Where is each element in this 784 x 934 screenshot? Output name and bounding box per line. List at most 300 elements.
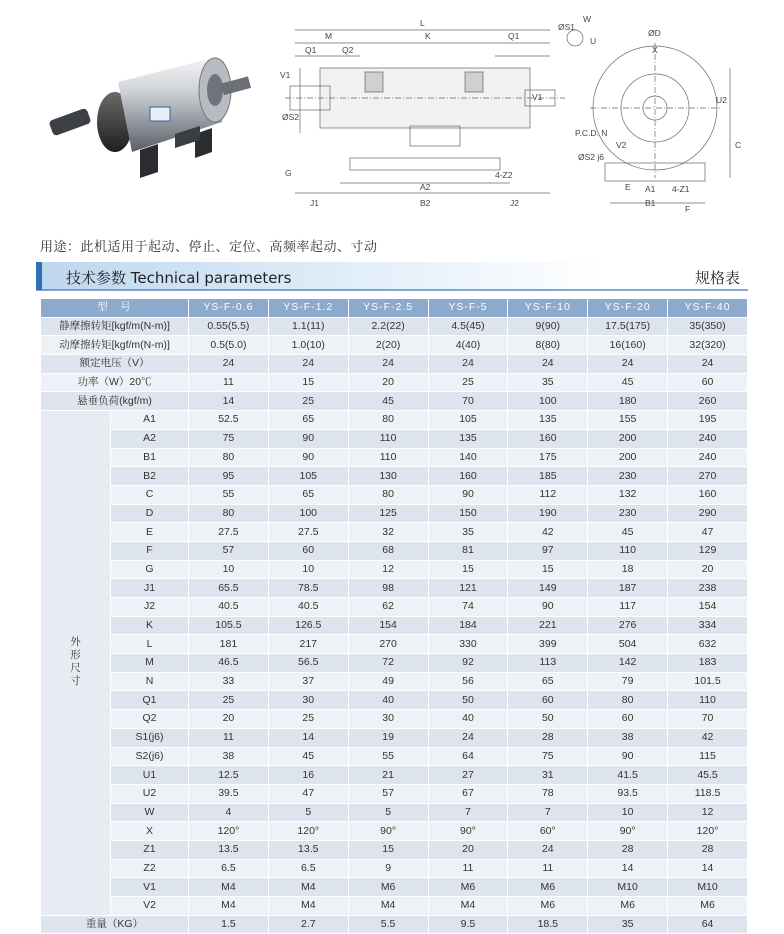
- table-cell: 140: [428, 448, 508, 467]
- table-cell: M6: [348, 878, 428, 897]
- table-row: [41, 560, 748, 579]
- dim-label-B1: B1: [645, 198, 656, 208]
- table-cell: 5.5: [348, 915, 428, 934]
- table-cell: 97: [508, 541, 588, 560]
- table-row: [41, 803, 748, 822]
- table-cell: 72: [348, 654, 428, 673]
- table-cell: 52.5: [189, 411, 269, 430]
- row-label: U1: [111, 766, 189, 785]
- table-cell: 15: [348, 840, 428, 859]
- table-cell: 184: [428, 616, 508, 635]
- table-cell: 75: [508, 747, 588, 766]
- dim-label-Q2: Q2: [342, 45, 354, 55]
- table-cell: 27.5: [189, 523, 269, 542]
- table-cell: M4: [348, 897, 428, 916]
- table-cell: 154: [348, 616, 428, 635]
- table-cell: 24: [508, 355, 588, 374]
- table-cell: 10: [189, 560, 269, 579]
- table-cell: 78: [508, 784, 588, 803]
- table-cell: 60: [668, 373, 748, 392]
- table-cell: 24: [428, 355, 508, 374]
- dim-label-U2: U2: [716, 95, 727, 105]
- table-cell: 40: [348, 691, 428, 710]
- table-row: [41, 840, 748, 859]
- table-cell: 112: [508, 485, 588, 504]
- table-cell: 20: [189, 710, 269, 729]
- table-cell: 7: [508, 803, 588, 822]
- table-cell: 0.55(5.5): [189, 317, 269, 336]
- table-cell: 21: [348, 766, 428, 785]
- dim-label-A2: A2: [420, 182, 431, 192]
- table-cell: 24: [268, 355, 348, 374]
- table-row: [41, 897, 748, 916]
- table-cell: 1.1(11): [268, 317, 348, 336]
- table-cell: 15: [268, 373, 348, 392]
- dim-label-M: M: [325, 31, 333, 41]
- table-cell: 80: [348, 485, 428, 504]
- table-cell: 105: [268, 467, 348, 486]
- table-cell: 68: [348, 541, 428, 560]
- table-cell: M10: [588, 878, 668, 897]
- table-cell: 185: [508, 467, 588, 486]
- table-cell: 11: [189, 373, 269, 392]
- table-cell: 135: [508, 411, 588, 430]
- table-cell: 40: [428, 710, 508, 729]
- table-cell: 195: [668, 411, 748, 430]
- dim-label-Q1-right: Q1: [508, 31, 520, 41]
- table-cell: 330: [428, 635, 508, 654]
- table-cell: 270: [348, 635, 428, 654]
- table-cell: 67: [428, 784, 508, 803]
- table-cell: 31: [508, 766, 588, 785]
- dim-label-E: E: [625, 182, 631, 192]
- table-cell: 92: [428, 654, 508, 673]
- table-cell: 35: [428, 523, 508, 542]
- table-cell: 190: [508, 504, 588, 523]
- dim-label-PCD: P.C.D. N: [575, 128, 608, 138]
- table-cell: 32: [348, 523, 428, 542]
- dim-label-K: K: [425, 31, 431, 41]
- table-cell: 39.5: [189, 784, 269, 803]
- table-cell: 18: [588, 560, 668, 579]
- table-cell: M4: [428, 897, 508, 916]
- table-cell: 75: [189, 429, 269, 448]
- table-cell: 60: [588, 710, 668, 729]
- row-label: Q1: [111, 691, 189, 710]
- table-cell: 56.5: [268, 654, 348, 673]
- table-cell: 8(80): [508, 336, 588, 355]
- table-cell: 4(40): [428, 336, 508, 355]
- table-cell: 45: [348, 392, 428, 411]
- table-cell: 42: [508, 523, 588, 542]
- table-cell: 115: [668, 747, 748, 766]
- table-cell: 260: [668, 392, 748, 411]
- table-row: [41, 392, 748, 411]
- table-cell: 90: [268, 448, 348, 467]
- row-label: A2: [111, 429, 189, 448]
- table-cell: 20: [668, 560, 748, 579]
- table-cell: 80: [189, 504, 269, 523]
- table-cell: 5: [348, 803, 428, 822]
- table-cell: 238: [668, 579, 748, 598]
- table-row: [41, 485, 748, 504]
- table-cell: 120°: [668, 822, 748, 841]
- row-label: G: [111, 560, 189, 579]
- table-row: [41, 878, 748, 897]
- table-cell: 187: [588, 579, 668, 598]
- table-cell: 55: [348, 747, 428, 766]
- table-cell: 5: [268, 803, 348, 822]
- table-cell: 101.5: [668, 672, 748, 691]
- table-cell: 35: [508, 373, 588, 392]
- table-cell: 221: [508, 616, 588, 635]
- table-cell: 25: [428, 373, 508, 392]
- dim-label-F: F: [685, 204, 691, 213]
- table-cell: 10: [268, 560, 348, 579]
- table-cell: 217: [268, 635, 348, 654]
- header-model: YS-F-20: [588, 299, 668, 318]
- table-cell: 60: [508, 691, 588, 710]
- table-cell: 19: [348, 728, 428, 747]
- dim-label-S2: ØS2: [282, 112, 300, 122]
- table-cell: 65: [508, 672, 588, 691]
- table-row: [41, 429, 748, 448]
- dim-label-V1-right: V1: [532, 92, 543, 102]
- table-cell: 13.5: [268, 840, 348, 859]
- header-model: YS-F-10: [508, 299, 588, 318]
- row-label: L: [111, 635, 189, 654]
- table-cell: 25: [189, 691, 269, 710]
- row-label: V1: [111, 878, 189, 897]
- table-cell: 74: [428, 598, 508, 617]
- banner-spec-label: 规格表: [694, 269, 740, 287]
- row-label: D: [111, 504, 189, 523]
- table-cell: 65.5: [189, 579, 269, 598]
- table-cell: 28: [588, 840, 668, 859]
- table-cell: 20: [348, 373, 428, 392]
- table-row: [41, 784, 748, 803]
- table-cell: M4: [268, 878, 348, 897]
- table-cell: 632: [668, 635, 748, 654]
- table-cell: M6: [428, 878, 508, 897]
- table-cell: 14: [189, 392, 269, 411]
- table-row: [41, 523, 748, 542]
- table-cell: 80: [588, 691, 668, 710]
- table-cell: 78.5: [268, 579, 348, 598]
- dim-label-Q1: Q1: [305, 45, 317, 55]
- table-cell: 230: [588, 467, 668, 486]
- table-cell: 113: [508, 654, 588, 673]
- table-cell: M6: [508, 897, 588, 916]
- table-cell: 65: [268, 411, 348, 430]
- table-cell: 56: [428, 672, 508, 691]
- row-label: 额定电压（V）: [41, 355, 189, 374]
- table-cell: 27.5: [268, 523, 348, 542]
- table-cell: 160: [428, 467, 508, 486]
- dim-label-U: U: [590, 36, 597, 46]
- table-cell: 90: [428, 485, 508, 504]
- table-cell: 110: [588, 541, 668, 560]
- table-row: [41, 915, 748, 934]
- table-cell: 79: [588, 672, 668, 691]
- row-label: S1(j6): [111, 728, 189, 747]
- table-cell: 334: [668, 616, 748, 635]
- table-cell: 118.5: [668, 784, 748, 803]
- dim-label-Z1: 4-Z1: [672, 184, 690, 194]
- table-cell: 110: [348, 448, 428, 467]
- table-cell: 24: [428, 728, 508, 747]
- table-cell: 154: [668, 598, 748, 617]
- table-cell: 149: [508, 579, 588, 598]
- table-row: [41, 579, 748, 598]
- row-label: Z1: [111, 840, 189, 859]
- table-cell: 11: [508, 859, 588, 878]
- table-cell: 9.5: [428, 915, 508, 934]
- row-label: A1: [111, 411, 189, 430]
- table-cell: 150: [428, 504, 508, 523]
- table-header-row: [41, 299, 748, 318]
- table-cell: 240: [668, 429, 748, 448]
- table-cell: 270: [668, 467, 748, 486]
- table-cell: 27: [428, 766, 508, 785]
- dim-label-C: C: [735, 140, 742, 150]
- table-cell: 62: [348, 598, 428, 617]
- table-cell: 290: [668, 504, 748, 523]
- header-model: YS-F-0.6: [189, 299, 269, 318]
- table-cell: 230: [588, 504, 668, 523]
- table-cell: 2.7: [268, 915, 348, 934]
- row-label: C: [111, 485, 189, 504]
- table-cell: 135: [428, 429, 508, 448]
- table-cell: 17.5(175): [588, 317, 668, 336]
- table-cell: 57: [189, 541, 269, 560]
- table-cell: 110: [348, 429, 428, 448]
- row-label: Z2: [111, 859, 189, 878]
- dim-label-B2: B2: [420, 198, 431, 208]
- row-label: J2: [111, 598, 189, 617]
- table-cell: 110: [668, 691, 748, 710]
- table-cell: 45.5: [668, 766, 748, 785]
- table-cell: 80: [348, 411, 428, 430]
- row-label: W: [111, 803, 189, 822]
- table-cell: 24: [189, 355, 269, 374]
- table-cell: 12: [668, 803, 748, 822]
- table-cell: 90°: [588, 822, 668, 841]
- row-label: K: [111, 616, 189, 635]
- table-cell: 183: [668, 654, 748, 673]
- table-cell: 30: [348, 710, 428, 729]
- table-cell: 180: [588, 392, 668, 411]
- table-cell: 93.5: [588, 784, 668, 803]
- dim-label-S1: ØS1: [558, 22, 576, 32]
- table-cell: 100: [268, 504, 348, 523]
- table-cell: 16(160): [588, 336, 668, 355]
- table-cell: 240: [668, 448, 748, 467]
- table-cell: 60°: [508, 822, 588, 841]
- table-cell: M6: [508, 878, 588, 897]
- table-cell: 6.5: [189, 859, 269, 878]
- table-cell: M4: [189, 897, 269, 916]
- table-cell: 24: [668, 355, 748, 374]
- technical-parameters-table: [40, 298, 748, 934]
- table-cell: 95: [189, 467, 269, 486]
- table-row: [41, 504, 748, 523]
- table-cell: 40.5: [189, 598, 269, 617]
- table-cell: 120°: [268, 822, 348, 841]
- table-cell: 129: [668, 541, 748, 560]
- table-cell: 90: [268, 429, 348, 448]
- table-row: [41, 766, 748, 785]
- table-cell: 98: [348, 579, 428, 598]
- table-cell: 16: [268, 766, 348, 785]
- table-cell: 10: [588, 803, 668, 822]
- table-cell: 37: [268, 672, 348, 691]
- table-cell: 105.5: [189, 616, 269, 635]
- table-cell: 50: [508, 710, 588, 729]
- table-cell: 2.2(22): [348, 317, 428, 336]
- table-cell: 81: [428, 541, 508, 560]
- table-cell: 12: [348, 560, 428, 579]
- table-cell: 45: [268, 747, 348, 766]
- table-cell: 130: [348, 467, 428, 486]
- table-cell: 24: [588, 355, 668, 374]
- table-cell: 14: [668, 859, 748, 878]
- dim-label-L: L: [420, 18, 425, 28]
- dim-label-A1: A1: [645, 184, 656, 194]
- usage-text: 用途：此机适用于起动、停止、定位、高频率起动、寸动: [40, 240, 378, 255]
- row-label: B2: [111, 467, 189, 486]
- table-row: [41, 747, 748, 766]
- table-cell: 64: [428, 747, 508, 766]
- table-cell: 80: [189, 448, 269, 467]
- table-cell: 132: [588, 485, 668, 504]
- dim-label-V2: V2: [616, 140, 627, 150]
- table-row: [41, 859, 748, 878]
- table-cell: 6.5: [268, 859, 348, 878]
- header-model: YS-F-5: [428, 299, 508, 318]
- table-cell: 15: [428, 560, 508, 579]
- table-cell: 155: [588, 411, 668, 430]
- table-cell: 105: [428, 411, 508, 430]
- table-cell: 33: [189, 672, 269, 691]
- table-cell: M6: [668, 897, 748, 916]
- table-cell: 200: [588, 429, 668, 448]
- table-cell: 117: [588, 598, 668, 617]
- table-cell: 64: [668, 915, 748, 934]
- table-cell: 20: [428, 840, 508, 859]
- table-cell: 120°: [189, 822, 269, 841]
- dim-label-G: G: [285, 168, 292, 178]
- table-row: [41, 691, 748, 710]
- table-cell: 175: [508, 448, 588, 467]
- row-label: F: [111, 541, 189, 560]
- dim-label-S2j6: ØS2 j6: [578, 152, 604, 162]
- table-cell: 11: [428, 859, 508, 878]
- table-cell: 12.5: [189, 766, 269, 785]
- table-cell: 45: [588, 523, 668, 542]
- table-cell: 9(90): [508, 317, 588, 336]
- table-cell: 28: [508, 728, 588, 747]
- dimension-drawing: [280, 8, 750, 213]
- table-cell: 35: [588, 915, 668, 934]
- table-cell: 13.5: [189, 840, 269, 859]
- table-cell: 25: [268, 710, 348, 729]
- table-cell: 55: [189, 485, 269, 504]
- table-cell: 50: [428, 691, 508, 710]
- dim-label-W: W: [583, 14, 592, 24]
- header-model-label: 型 号: [41, 299, 189, 318]
- table-cell: 2(20): [348, 336, 428, 355]
- banner-underline: [36, 289, 748, 291]
- table-cell: M4: [189, 878, 269, 897]
- table-cell: 45: [588, 373, 668, 392]
- table-cell: 40.5: [268, 598, 348, 617]
- dim-label-J1: J1: [310, 198, 319, 208]
- table-row: [41, 672, 748, 691]
- section-banner: [36, 262, 748, 290]
- table-row: [41, 616, 748, 635]
- table-cell: 125: [348, 504, 428, 523]
- row-label: 重量（KG）: [41, 915, 189, 934]
- table-row: [41, 728, 748, 747]
- row-label: 悬垂负荷(kgf/m): [41, 392, 189, 411]
- table-cell: 121: [428, 579, 508, 598]
- row-label: X: [111, 822, 189, 841]
- row-label: M: [111, 654, 189, 673]
- table-cell: 38: [189, 747, 269, 766]
- table-cell: 30: [268, 691, 348, 710]
- table-row: [41, 317, 748, 336]
- table-cell: 276: [588, 616, 668, 635]
- table-cell: 7: [428, 803, 508, 822]
- table-cell: 24: [348, 355, 428, 374]
- product-photo: [40, 22, 260, 192]
- row-label: N: [111, 672, 189, 691]
- table-row: [41, 448, 748, 467]
- table-cell: 11: [189, 728, 269, 747]
- table-row: [41, 654, 748, 673]
- dim-label-D: ØD: [648, 28, 661, 38]
- table-cell: 38: [588, 728, 668, 747]
- row-label: S2(j6): [111, 747, 189, 766]
- table-cell: 1.0(10): [268, 336, 348, 355]
- header-model: YS-F-40: [668, 299, 748, 318]
- table-cell: 126.5: [268, 616, 348, 635]
- table-cell: 41.5: [588, 766, 668, 785]
- table-cell: 0.5(5.0): [189, 336, 269, 355]
- table-row: [41, 635, 748, 654]
- table-cell: 90: [588, 747, 668, 766]
- table-cell: 14: [268, 728, 348, 747]
- table-cell: 35(350): [668, 317, 748, 336]
- row-label: V2: [111, 897, 189, 916]
- table-cell: 47: [268, 784, 348, 803]
- table-row: [41, 598, 748, 617]
- dim-label-V1: V1: [280, 70, 291, 80]
- dim-label-X: X: [652, 45, 658, 55]
- table-cell: 25: [268, 392, 348, 411]
- table-row: [41, 411, 748, 430]
- table-cell: 90°: [348, 822, 428, 841]
- table-cell: 60: [268, 541, 348, 560]
- table-cell: 160: [508, 429, 588, 448]
- table-row: [41, 355, 748, 374]
- table-row: [41, 373, 748, 392]
- table-cell: 142: [588, 654, 668, 673]
- row-label: J1: [111, 579, 189, 598]
- table-cell: 14: [588, 859, 668, 878]
- row-label: 静摩擦转矩[kgf/m(N-m)]: [41, 317, 189, 336]
